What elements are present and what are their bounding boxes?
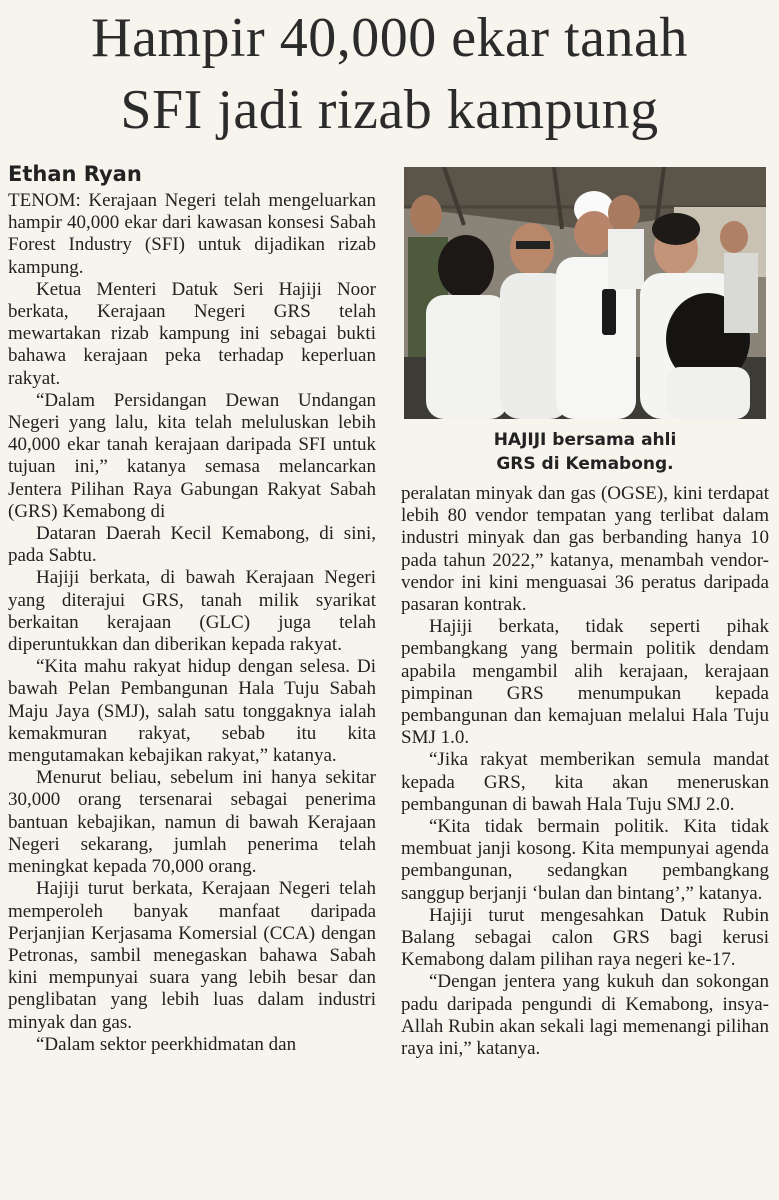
- paragraph: “Dalam sektor peerkhidmatan dan: [36, 1033, 297, 1055]
- paragraph: “Jika rakyat memberikan semula mandat kepada GRS, kita akan meneruskan pembangunan di bawah Hala Tuju SMJ 2.0.: [401, 749, 769, 815]
- photo-caption-line-2: GRS di Kemabong.: [496, 454, 674, 474]
- article-column-left: [8, 190, 376, 1056]
- headline: [0, 2, 779, 146]
- headline-line-2: SFI jadi rizab kampung: [120, 79, 659, 141]
- author-byline: Ethan Ryan: [8, 162, 142, 186]
- paragraph: Hajiji berkata, tidak seperti pihak pembangkang yang bermain politik dendam apabila mengambil alih kerajaan, kerajaan pimpinan GRS menumpukan kepada pembangunan dan kemajuan melalui Hala Tuju SMJ 1.0.: [401, 616, 769, 749]
- paragraph: Dataran Daerah Kecil Kemabong, di sini, pada Sabtu.: [8, 523, 376, 567]
- article-column-right: [401, 483, 769, 1060]
- news-photo: [404, 167, 766, 419]
- paragraph: Menurut beliau, sebelum ini hanya sekitar 30,000 orang tersenarai sebagai penerima bantuan kebajikan, namun di bawah Kerajaan Negeri sekarang, jumlah penerima telah meningkat kepada 70,000 orang.: [8, 767, 376, 878]
- photo-caption-line-1: HAJIJI bersama ahli: [493, 430, 677, 450]
- paragraph: “Dengan jentera yang kukuh dan sokongan padu daripada pengundi di Kemabong, insya-Allah Rubin akan sekali lagi memenangi pilihan raya ini,” katanya.: [401, 971, 769, 1060]
- paragraph: Hajiji berkata, di bawah Kerajaan Negeri yang diterajui GRS, tanah milik syarikat berkaitan kerajaan (GLC) juga telah diperuntukkan dan diberikan kepada rakyat.: [8, 567, 376, 656]
- photo-caption: [404, 428, 766, 476]
- paragraph: TENOM: Kerajaan Negeri telah mengeluarkan hampir 40,000 ekar dari kawasan konsesi Sabah Forest Industry (SFI) untuk dijadikan rizab kampung.: [8, 190, 376, 278]
- paragraph: Hajiji turut berkata, Kerajaan Negeri telah memperoleh banyak manfaat daripada Perjanjian Kerjasama Komersial (CCA) dengan Petronas, sambil menegaskan bahawa Sabah kini mempunyai suara yang lebih besar dan penglibatan yang lebih luas dalam industri minyak dan gas.: [8, 878, 376, 1033]
- paragraph: Ketua Menteri Datuk Seri Hajiji Noor berkata, Kerajaan Negeri GRS telah mewartakan rizab kampung ini sebagai bukti bahawa kerajaan peka terhadap keperluan rakyat.: [8, 278, 376, 389]
- news-photo-illustration: [404, 167, 766, 419]
- paragraph: “Dalam Persidangan Dewan Undangan Negeri yang lalu, kita telah meluluskan lebih 40,000 ekar tanah kerajaan daripada SFI untuk tujuan ini,” katanya semasa melancarkan Jentera Pilihan Raya Gabungan Rakyat Sabah (GRS) Kemabong di: [8, 389, 376, 522]
- headline-line-1: Hampir 40,000 ekar tanah: [91, 7, 688, 69]
- paragraph: “Kita tidak bermain politik. Kita tidak membuat janji kosong. Kita mempunyai agenda pembangunan, sedangkan pembangkang sanggup berjanji ‘bulan dan bintang’,” katanya.: [401, 816, 769, 904]
- paragraph: Hajiji turut mengesahkan Datuk Rubin Balang sebagai calon GRS bagi kerusi Kemabong dalam pilihan raya negeri ke-17.: [401, 904, 769, 971]
- paragraph: “Kita mahu rakyat hidup dengan selesa. Di bawah Pelan Pembangunan Hala Tuju Sabah Maju Jaya (SMJ), salah satu tonggaknya ialah kemakmuran rakyat, sebab itu kita mengutamakan kebajikan rakyat,” katanya.: [8, 656, 376, 767]
- paragraph: peralatan minyak dan gas (OGSE), kini terdapat lebih 80 vendor tempatan yang terlibat dalam industri minyak dan gas berbanding hanya 10 pada tahun 2022,” katanya, menambah vendor-vendor ini kini menguasai 36 peratus daripada pasaran kontrak.: [401, 483, 769, 616]
